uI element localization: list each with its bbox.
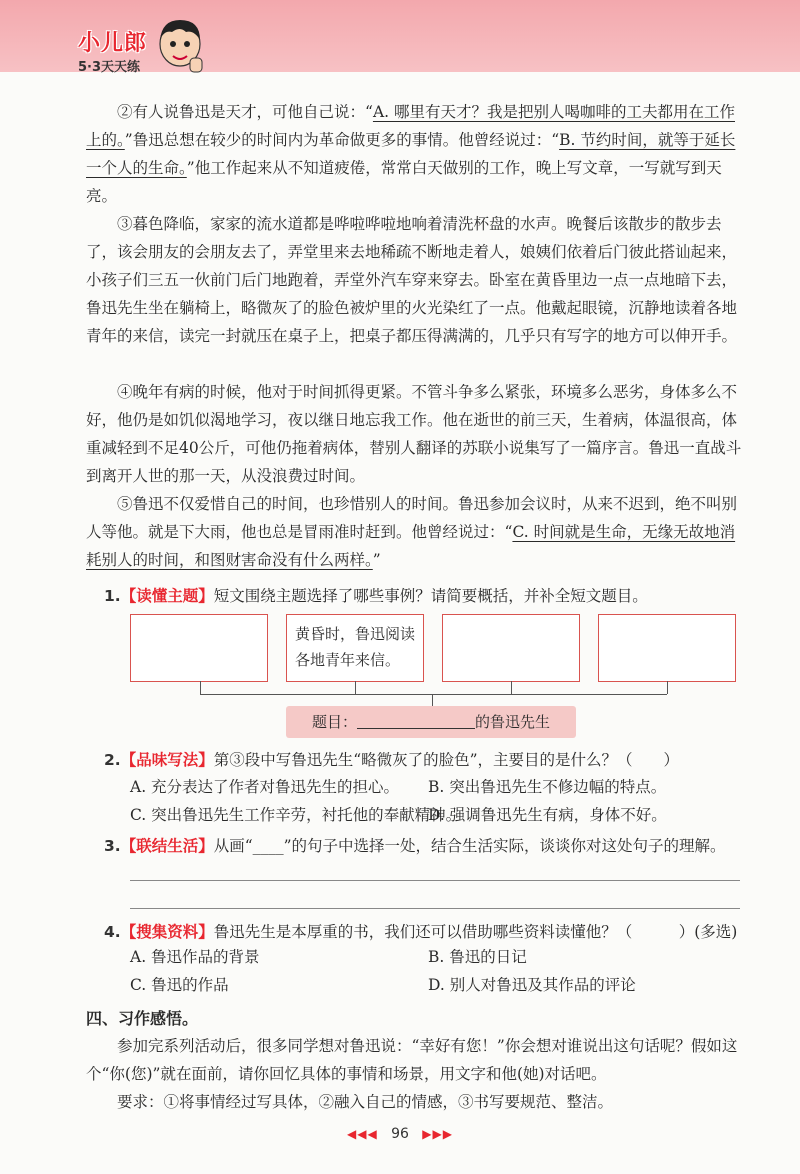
q2-option-a[interactable]: A. 充分表达了作者对鲁迅先生的担心。 [130,778,400,796]
page-number: 96 [391,1126,409,1142]
q2-option-c[interactable]: C. 突出鲁迅先生工作辛劳，衬托他的奉献精神。 [130,806,462,824]
paragraph-4: ④晚年有病的时候，他对于时间抓得更紧。不管斗争多么紧张，环境多么恶劣，身体多么不好，他仍是如饥似渴地学习，夜以继日地忘我工作。他在逝世的前三天，生着病，体温很高，体重减轻到不足40公斤，可他仍拖着病体，替别人翻译的苏联小说集写了一篇序言。鲁迅一直战斗到离开人世的那一天，从没浪费过时间。 [86,383,742,485]
q4-option-b[interactable]: B. 鲁迅的日记 [428,948,527,966]
answer-line[interactable] [130,908,740,909]
connector [355,681,356,694]
connector [200,694,667,695]
title-fill-bar: 题目： 的鲁迅先生 [286,706,576,738]
question-3: 3.【联结生活】从画“____”的句子中选择一处，结合生活实际，谈谈你对这处句子的理解。 [104,837,726,855]
q4-option-c[interactable]: C. 鲁迅的作品 [130,976,229,994]
q2-option-d[interactable]: D. 强调鲁迅先生有病，身体不好。 [428,806,667,824]
left-arrows-icon: ◀◀◀ [347,1127,378,1141]
section-body: 参加完系列活动后，很多同学想对鲁迅说：“幸好有您！”你会想对谁说出这句话呢？假如这个“你(您)”就在面前，请你回忆具体的事情和场景，用文字和他(她)对话吧。 [86,1037,738,1083]
mascot-icon [150,14,210,76]
connector [432,694,433,706]
connector [200,681,201,694]
paragraph-3: ③暮色降临，家家的流水道都是哗啦哗啦地响着清洗杯盘的水声。晚餐后该散步的散步去了，该会朋友的会朋友去了，弄堂里来去地稀疏不断地走着人，娘姨们依着后门彼此搭讪起来，小孩子们三五一伙前门后门地跑着，弄堂外汽车穿来穿去。卧室在黄昏里边一点一点地暗下去，鲁迅先生坐在躺椅上，略微灰了的脸色被炉里的火光染红了一点。他戴起眼镜，沉静地读着各地青年的来信，读完一封就压在桌子上，把桌子都压得满满的，几乎只有写字的地方可以伸开手。 [86,215,738,345]
q2-option-b[interactable]: B. 突出鲁迅先生不修边幅的特点。 [428,778,667,796]
question-1: 1.【读懂主题】短文围绕主题选择了哪些事例？请简要概括，并补全短文题目。 [104,587,648,605]
underlined-sentence-c: C. 时间就是生命，无缘无故地消耗别人的时间，和图财害命没有什么两样。 [86,523,736,569]
right-arrows-icon: ▶▶▶ [422,1127,453,1141]
answer-box-2: 黄昏时，鲁迅阅读各地青年来信。 [286,614,424,682]
answer-box-1[interactable] [130,614,268,682]
connector [511,681,512,694]
q4-option-d[interactable]: D. 别人对鲁迅及其作品的评论 [428,976,636,994]
section-heading: 四、习作感悟。 [86,1009,199,1028]
page-footer [0,1126,800,1142]
section-requirements: 要求：①将事情经过写具体，②融入自己的情感，③书写要规范、整洁。 [117,1093,614,1111]
answer-box-4[interactable] [598,614,736,682]
question-4: 4.【搜集资料】鲁迅先生是本厚重的书，我们还可以借助哪些资料读懂他？（ ）(多选) [104,923,738,941]
paragraph-2: ②有人说鲁迅是天才，可他自己说：“A. 哪里有天才？我是把别人喝咖啡的工夫都用在工作上的。”鲁迅总想在较少的时间内为革命做更多的事情。他曾经说过：“B. 节约时间，就等于延长一个人的生命。”他工作起来从不知道疲倦，常常白天做别的工作，晚上写文章，一写就写到天亮。 [86,103,736,205]
series-label: 5·3天天练 [78,60,141,75]
brand-title: 小儿郎 [78,31,148,56]
title-blank[interactable] [357,710,475,729]
question-2: 2.【品味写法】第③段中写鲁迅先生“略微灰了的脸色”，主要目的是什么？（ ） [104,751,680,769]
paragraph-5: ⑤鲁迅不仅爱惜自己的时间，也珍惜别人的时间。鲁迅参加会议时，从来不迟到，绝不叫别人等他。就是下大雨，他也总是冒雨准时赶到。他曾经说过：“C. 时间就是生命，无缘无故地消耗别人的时间，和图财害命没有什么两样。” [86,495,738,569]
answer-box-3[interactable] [442,614,580,682]
underlined-sentence-a: A. 哪里有天才？我是把别人喝咖啡的工夫都用在工作上的。 [86,103,735,149]
connector [667,681,668,694]
answer-line[interactable] [130,880,740,881]
underlined-sentence-b: B. 节约时间，就等于延长一个人的生命。 [86,131,736,177]
q4-option-a[interactable]: A. 鲁迅作品的背景 [130,948,260,966]
